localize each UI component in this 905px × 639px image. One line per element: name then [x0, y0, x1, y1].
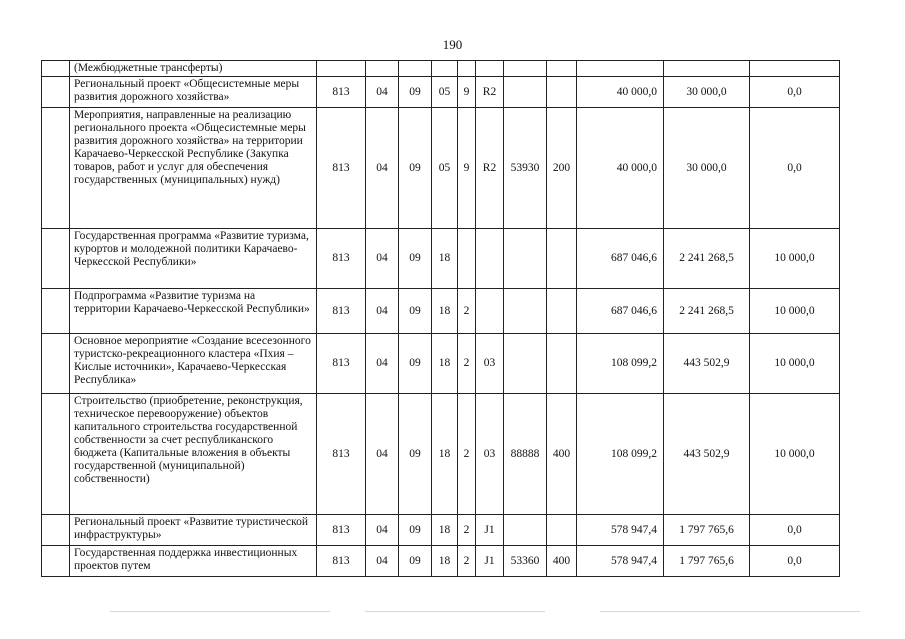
program-code-cell: 18 — [432, 229, 458, 289]
section-code-cell: 04 — [366, 546, 399, 577]
amount-year2-cell: 1 797 765,6 — [664, 546, 750, 577]
description-cell: Региональный проект «Общесистемные меры развития дорожного хозяйства» — [70, 77, 317, 108]
row-marker-cell — [42, 229, 70, 289]
subsection-code-cell: 09 — [399, 394, 432, 515]
table-row — [42, 229, 840, 289]
row-marker-cell — [42, 515, 70, 546]
table-row — [42, 61, 840, 77]
amount-year3-cell: 10 000,0 — [750, 394, 840, 515]
description-cell: (Межбюджетные трансферты) — [70, 61, 317, 77]
program-code-cell: 05 — [432, 108, 458, 229]
table-row — [42, 108, 840, 229]
amount-year3-cell: 0,0 — [750, 108, 840, 229]
budget-table-body — [42, 61, 840, 577]
table-row — [42, 334, 840, 394]
expense-type-cell — [547, 77, 577, 108]
main-event-code-cell — [476, 289, 504, 334]
amount-year1-cell: 687 046,6 — [577, 289, 664, 334]
direction-code-cell — [504, 61, 547, 77]
page-number: 190 — [442, 37, 463, 52]
subsection-code-cell: 09 — [399, 289, 432, 334]
expense-type-cell: 200 — [547, 108, 577, 229]
amount-year2-cell: 2 241 268,5 — [664, 289, 750, 334]
footer-divider — [110, 611, 330, 612]
ministry-code-cell — [317, 61, 366, 77]
amount-year1-cell: 40 000,0 — [577, 108, 664, 229]
description-cell: Государственная программа «Развитие туризма, курортов и молодежной политики Карачаево-Черкесской Республики» — [70, 229, 317, 289]
program-code-cell: 18 — [432, 289, 458, 334]
ministry-code-cell: 813 — [317, 334, 366, 394]
table-row — [42, 289, 840, 334]
row-marker-cell — [42, 108, 70, 229]
subsection-code-cell: 09 — [399, 77, 432, 108]
subsection-code-cell: 09 — [399, 229, 432, 289]
ministry-code-cell: 813 — [317, 229, 366, 289]
expense-type-cell: 400 — [547, 394, 577, 515]
description-cell: Мероприятия, направленные на реализацию регионального проекта «Общесистемные меры развития дорожного хозяйства» на территории Карачаево-Черкесской Республике (Закупка товаров, работ и услуг для обеспечения государственных (муниципальных) нужд) — [70, 108, 317, 229]
table-row — [42, 546, 840, 577]
subsection-code-cell — [399, 61, 432, 77]
description-cell: Государственная поддержка инвестиционных проектов путем — [70, 546, 317, 577]
description-cell: Региональный проект «Развитие туристической инфраструктуры» — [70, 515, 317, 546]
expense-type-cell — [547, 289, 577, 334]
footer-divider — [365, 611, 545, 612]
row-marker-cell — [42, 394, 70, 515]
direction-code-cell: 53930 — [504, 108, 547, 229]
direction-code-cell — [504, 289, 547, 334]
direction-code-cell — [504, 229, 547, 289]
section-code-cell — [366, 61, 399, 77]
ministry-code-cell: 813 — [317, 289, 366, 334]
subprogram-code-cell: 2 — [458, 546, 476, 577]
amount-year2-cell — [664, 61, 750, 77]
expense-type-cell — [547, 334, 577, 394]
table-row — [42, 515, 840, 546]
amount-year3-cell — [750, 61, 840, 77]
program-code-cell: 18 — [432, 546, 458, 577]
program-code-cell: 18 — [432, 394, 458, 515]
ministry-code-cell: 813 — [317, 515, 366, 546]
main-event-code-cell: R2 — [476, 108, 504, 229]
direction-code-cell: 53360 — [504, 546, 547, 577]
main-event-code-cell: J1 — [476, 546, 504, 577]
subprogram-code-cell — [458, 229, 476, 289]
table-row — [42, 394, 840, 515]
row-marker-cell — [42, 334, 70, 394]
section-code-cell: 04 — [366, 334, 399, 394]
amount-year3-cell: 0,0 — [750, 515, 840, 546]
amount-year2-cell: 443 502,9 — [664, 334, 750, 394]
row-marker-cell — [42, 546, 70, 577]
subsection-code-cell: 09 — [399, 334, 432, 394]
program-code-cell — [432, 61, 458, 77]
direction-code-cell — [504, 515, 547, 546]
subprogram-code-cell: 2 — [458, 334, 476, 394]
direction-code-cell — [504, 77, 547, 108]
main-event-code-cell: J1 — [476, 515, 504, 546]
section-code-cell: 04 — [366, 394, 399, 515]
ministry-code-cell: 813 — [317, 394, 366, 515]
subprogram-code-cell: 9 — [458, 77, 476, 108]
expense-type-cell — [547, 229, 577, 289]
subprogram-code-cell: 2 — [458, 289, 476, 334]
amount-year1-cell — [577, 61, 664, 77]
subprogram-code-cell — [458, 61, 476, 77]
amount-year1-cell: 578 947,4 — [577, 546, 664, 577]
main-event-code-cell: R2 — [476, 77, 504, 108]
amount-year3-cell: 0,0 — [750, 77, 840, 108]
subsection-code-cell: 09 — [399, 108, 432, 229]
amount-year3-cell: 10 000,0 — [750, 289, 840, 334]
table-row — [42, 77, 840, 108]
description-cell: Строительство (приобретение, реконструкция, техническое перевооружение) объектов капитального строительства государственной собственности за счет республиканского бюджета (Капитальные вложения в объекты государственной (муниципальной) собственности) — [70, 394, 317, 515]
budget-table — [41, 60, 840, 577]
main-event-code-cell: 03 — [476, 394, 504, 515]
amount-year2-cell: 2 241 268,5 — [664, 229, 750, 289]
expense-type-cell — [547, 61, 577, 77]
amount-year2-cell: 30 000,0 — [664, 77, 750, 108]
amount-year2-cell: 1 797 765,6 — [664, 515, 750, 546]
ministry-code-cell: 813 — [317, 108, 366, 229]
amount-year1-cell: 578 947,4 — [577, 515, 664, 546]
section-code-cell: 04 — [366, 515, 399, 546]
row-marker-cell — [42, 61, 70, 77]
ministry-code-cell: 813 — [317, 546, 366, 577]
amount-year1-cell: 687 046,6 — [577, 229, 664, 289]
footer-divider — [600, 611, 860, 612]
subprogram-code-cell: 9 — [458, 108, 476, 229]
subsection-code-cell: 09 — [399, 515, 432, 546]
subprogram-code-cell: 2 — [458, 394, 476, 515]
subsection-code-cell: 09 — [399, 546, 432, 577]
amount-year3-cell: 0,0 — [750, 546, 840, 577]
row-marker-cell — [42, 77, 70, 108]
description-cell: Основное мероприятие «Создание всесезонного туристско-рекреационного кластера «Пхия – Кислые источники», Карачаево-Черкесская Республика» — [70, 334, 317, 394]
direction-code-cell: 88888 — [504, 394, 547, 515]
expense-type-cell — [547, 515, 577, 546]
program-code-cell: 18 — [432, 515, 458, 546]
amount-year1-cell: 40 000,0 — [577, 77, 664, 108]
amount-year2-cell: 443 502,9 — [664, 394, 750, 515]
description-cell: Подпрограмма «Развитие туризма на территории Карачаево-Черкесской Республики» — [70, 289, 317, 334]
amount-year3-cell: 10 000,0 — [750, 334, 840, 394]
main-event-code-cell — [476, 229, 504, 289]
row-marker-cell — [42, 289, 70, 334]
section-code-cell: 04 — [366, 229, 399, 289]
section-code-cell: 04 — [366, 289, 399, 334]
program-code-cell: 05 — [432, 77, 458, 108]
amount-year1-cell: 108 099,2 — [577, 394, 664, 515]
expense-type-cell: 400 — [547, 546, 577, 577]
section-code-cell: 04 — [366, 108, 399, 229]
program-code-cell: 18 — [432, 334, 458, 394]
ministry-code-cell: 813 — [317, 77, 366, 108]
direction-code-cell — [504, 334, 547, 394]
amount-year3-cell: 10 000,0 — [750, 229, 840, 289]
main-event-code-cell — [476, 61, 504, 77]
section-code-cell: 04 — [366, 77, 399, 108]
amount-year2-cell: 30 000,0 — [664, 108, 750, 229]
amount-year1-cell: 108 099,2 — [577, 334, 664, 394]
main-event-code-cell: 03 — [476, 334, 504, 394]
subprogram-code-cell: 2 — [458, 515, 476, 546]
